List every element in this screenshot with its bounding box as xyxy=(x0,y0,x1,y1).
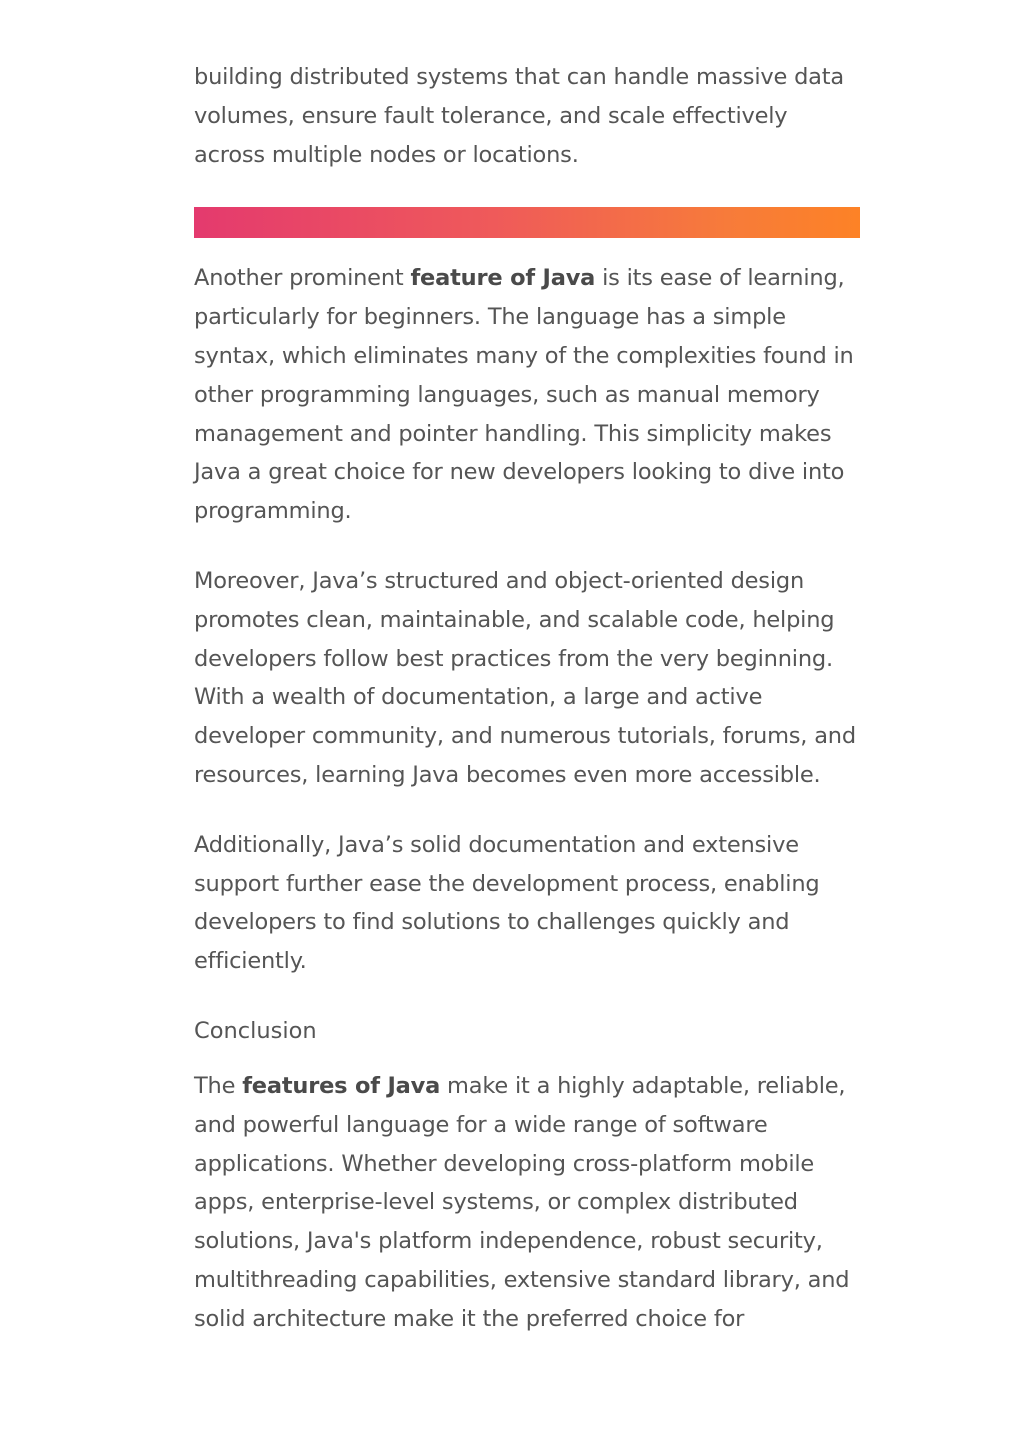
gradient-banner xyxy=(194,207,860,238)
paragraph-text: The xyxy=(194,1072,243,1099)
object-oriented-paragraph: Moreover, Java’s structured and object-oriented design promotes clean, maintainable, and scalable code, helping developers follow best practices from the very beginning. With a wealth of documentation, a large and active developer community, and numerous tutorials, forums, and resources, learning Java becomes even more accessible. xyxy=(194,567,856,788)
bold-keyword: features of Java xyxy=(242,1072,441,1099)
paragraph-text: make it a highly adaptable, reliable, and powerful language for a wide range of software applications. Whether developing cross-platform mobile apps, enterprise-level systems, or complex distributed solutions, Java's platform independence, robust security, multithreading capabilities, extensive standard library, and solid architecture make it the preferred choice for xyxy=(194,1072,850,1332)
paragraph-text: Another prominent xyxy=(194,265,411,292)
conclusion-paragraph xyxy=(194,1067,864,1339)
intro-paragraph: building distributed systems that can handle massive data volumes, ensure fault tolerance, and scale effectively across multiple nodes or locations. xyxy=(194,64,844,168)
paragraph-text: is its ease of learning, particularly for beginners. The language has a simple syntax, which eliminates many of the complexities found in other programming languages, such as manual memory management and pointer handling. This simplicity makes Java a great choice for new developers looking to dive into programming. xyxy=(194,265,854,525)
conclusion-heading: Conclusion xyxy=(194,1017,317,1044)
article-body xyxy=(194,58,864,1339)
documentation-paragraph: Additionally, Java’s solid documentation and extensive support further ease the development process, enabling developers to find solutions to challenges quickly and efficiently. xyxy=(194,831,820,975)
bold-keyword: feature of Java xyxy=(410,265,596,292)
ease-of-learning-paragraph xyxy=(194,259,864,531)
